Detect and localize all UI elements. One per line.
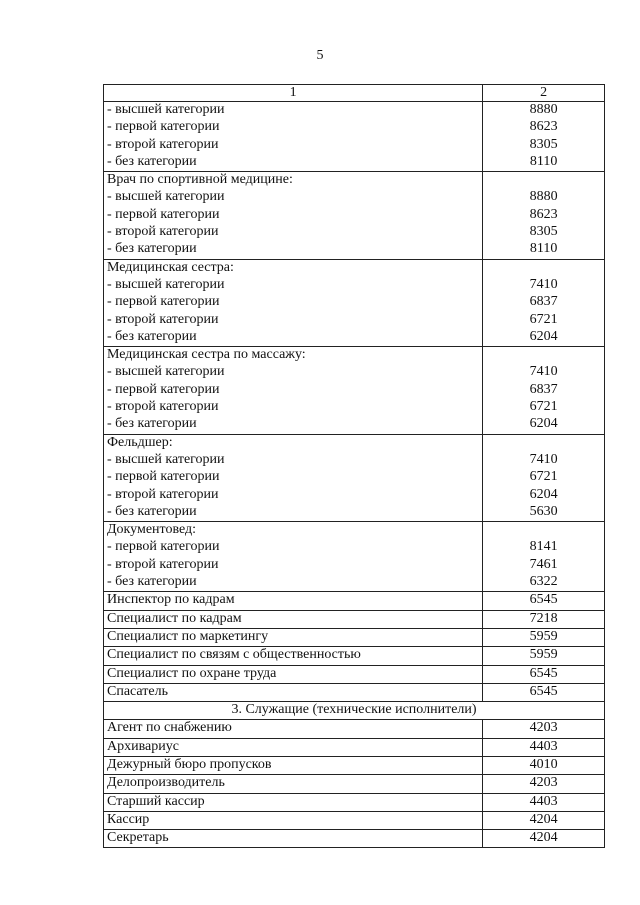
category-label: - первой категории [107,469,220,485]
salary-value: 8110 [529,153,558,169]
salary-value: 5959 [483,628,605,646]
table-row-group [104,172,605,259]
table-row [104,610,605,628]
category-label: - без категории [107,416,197,432]
position-cell [104,172,483,259]
position-group-title: Документовед: [107,522,197,538]
position-cell [104,259,483,346]
table-row [104,592,605,610]
category-label: - высшей категории [107,276,225,292]
salary-value: 6545 [483,683,605,701]
salary-cell [483,522,605,592]
category-label: - без категории [107,241,197,257]
salary-value: 4203 [483,775,605,793]
table-row [104,665,605,683]
position-label: Специалист по маркетингу [104,628,483,646]
salary-value: 6721 [529,311,558,327]
salary-value: 7218 [483,610,605,628]
salary-cell [483,172,605,259]
salary-value: 5959 [483,647,605,665]
salary-value: 6837 [529,294,558,310]
salary-value: 6204 [529,416,558,432]
category-label: - второй категории [107,311,219,327]
salary-value: 7410 [529,276,558,292]
position-label: Делопроизводитель [104,775,483,793]
table-row [104,628,605,646]
salary-value: 4204 [483,830,605,848]
salary-value: 6545 [483,665,605,683]
category-label: - первой категории [107,294,220,310]
position-group-title: Медицинская сестра: [107,259,234,275]
category-label: - без категории [107,503,197,519]
salary-value: 8110 [529,241,558,257]
salary-value: 6204 [529,486,558,502]
salary-value: 6721 [529,469,558,485]
column-header-1: 1 [104,85,483,102]
category-label: - без категории [107,153,197,169]
position-cell [104,434,483,521]
table-row [104,830,605,848]
table-row-group [104,434,605,521]
blank-line [486,260,601,277]
section-heading-row [104,702,605,720]
table-row [104,720,605,738]
position-label: Специалист по связям с общественностью [104,647,483,665]
salary-value: 5630 [529,503,558,519]
position-group-title: Фельдшер: [107,434,173,450]
category-label: - первой категории [107,539,220,555]
position-label: Секретарь [104,830,483,848]
position-cell [104,102,483,172]
salary-cell [483,102,605,172]
category-label: - высшей категории [107,102,225,117]
salary-value: 8623 [529,206,558,222]
blank-line [486,435,601,452]
category-label: - второй категории [107,136,219,152]
table-row-group [104,347,605,434]
position-group-title: Медицинская сестра по массажу: [107,347,306,363]
salary-value: 7461 [529,556,558,572]
salary-value: 7410 [529,451,558,467]
salary-value: 4203 [483,720,605,738]
category-label: - высшей категории [107,364,225,380]
salary-value: 4204 [483,811,605,829]
column-header-2: 2 [483,85,605,102]
category-label: - высшей категории [107,451,225,467]
table-row [104,738,605,756]
salary-cell [483,434,605,521]
salary-table [103,84,605,848]
position-label: Специалист по кадрам [104,610,483,628]
position-cell [104,347,483,434]
salary-value: 6204 [529,328,558,344]
position-label: Старший кассир [104,793,483,811]
table-row [104,793,605,811]
section-heading: 3. Служащие (технические исполнители) [104,702,605,720]
salary-value: 4010 [483,756,605,774]
salary-table-body [104,85,605,848]
blank-line [486,522,601,539]
salary-value: 8141 [529,539,558,555]
category-label: - второй категории [107,556,219,572]
table-row [104,756,605,774]
salary-value: 4403 [483,738,605,756]
blank-line [486,172,601,189]
category-label: - первой категории [107,381,220,397]
salary-value: 6545 [483,592,605,610]
table-row [104,683,605,701]
salary-value: 8880 [529,189,558,205]
salary-value: 6837 [529,381,558,397]
salary-value: 4403 [483,793,605,811]
salary-value: 8305 [529,224,558,240]
position-group-title: Врач по спортивной медицине: [107,172,293,188]
page-number: 5 [316,48,324,63]
table-row-group [104,102,605,172]
salary-cell [483,259,605,346]
category-label: - второй категории [107,399,219,415]
category-label: - первой категории [107,206,220,222]
salary-cell [483,347,605,434]
position-cell [104,522,483,592]
table-row [104,811,605,829]
table-row [104,775,605,793]
salary-value: 6721 [529,399,558,415]
position-label: Агент по снабжению [104,720,483,738]
salary-value: 8880 [529,102,558,117]
position-label: Дежурный бюро пропусков [104,756,483,774]
position-label: Специалист по охране труда [104,665,483,683]
table-row-group [104,522,605,592]
table-header-row [104,85,605,102]
position-label: Кассир [104,811,483,829]
category-label: - без категории [107,574,197,590]
position-label: Спасатель [104,683,483,701]
position-label: Инспектор по кадрам [104,592,483,610]
blank-line [486,347,601,364]
table-row-group [104,259,605,346]
category-label: - первой категории [107,119,220,135]
category-label: - второй категории [107,486,219,502]
category-label: - второй категории [107,224,219,240]
salary-value: 7410 [529,364,558,380]
category-label: - без категории [107,328,197,344]
position-label: Архивариус [104,738,483,756]
salary-value: 8305 [529,136,558,152]
table-row [104,647,605,665]
salary-value: 6322 [529,574,558,590]
salary-value: 8623 [529,119,558,135]
category-label: - высшей категории [107,189,225,205]
